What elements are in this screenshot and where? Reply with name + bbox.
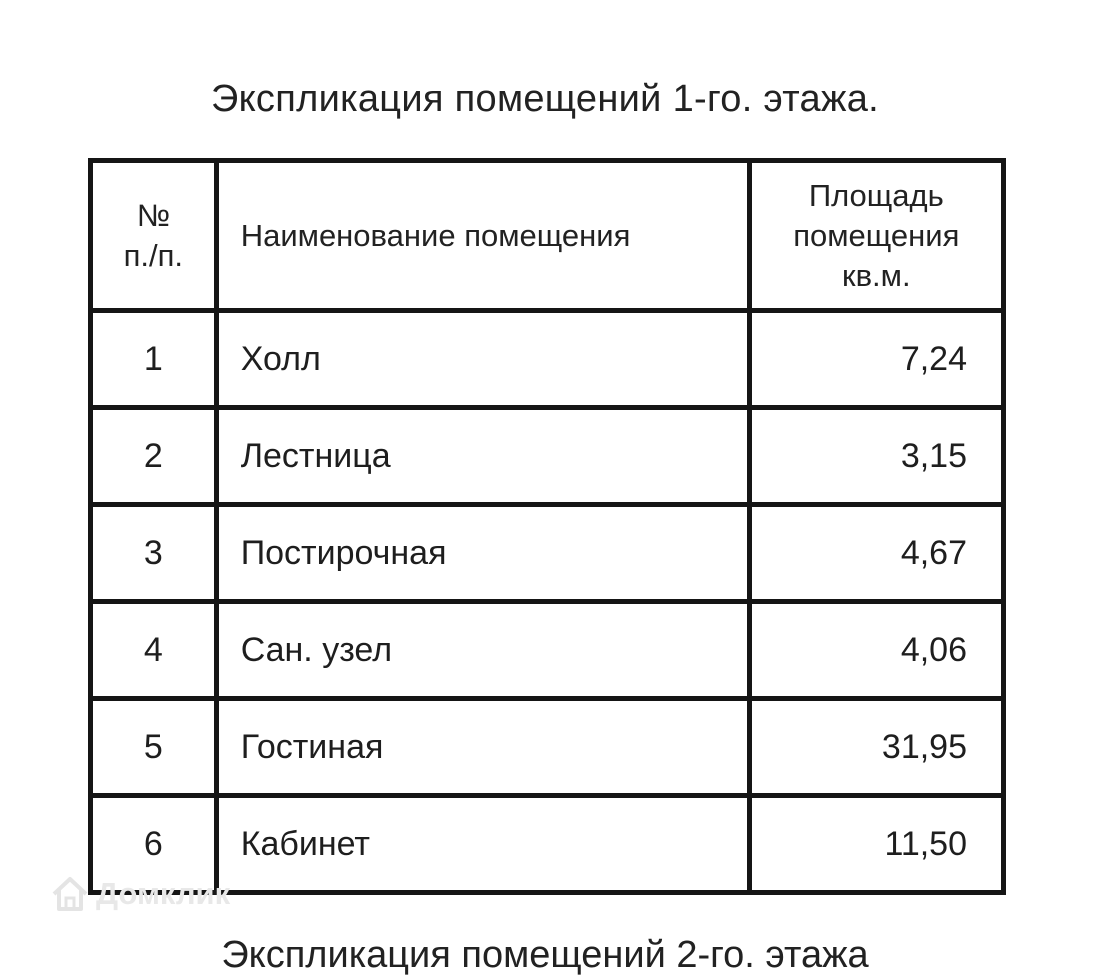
page-title: Экспликация помещений 1-го. этажа. xyxy=(210,78,880,120)
header-area-line2: помещения xyxy=(793,217,960,253)
row-number: 1 xyxy=(91,311,217,408)
header-room-name: Наименование помещения xyxy=(216,161,749,311)
table-row xyxy=(91,311,1004,408)
header-area xyxy=(749,161,1003,311)
row-number: 5 xyxy=(91,699,217,796)
header-area-line1: Площадь xyxy=(808,177,944,213)
next-floor-title: Экспликация помещений 2-го. этажа xyxy=(221,934,869,976)
table-row xyxy=(91,505,1004,602)
room-area: 4,67 xyxy=(749,505,1003,602)
header-number-line1: № xyxy=(136,197,170,233)
room-name: Холл xyxy=(216,311,749,408)
row-number: 6 xyxy=(91,796,217,893)
table-header-row xyxy=(91,161,1004,311)
room-name: Постирочная xyxy=(216,505,749,602)
table-row xyxy=(91,602,1004,699)
row-number: 2 xyxy=(91,408,217,505)
room-area: 3,15 xyxy=(749,408,1003,505)
watermark-logo-text: Домклик xyxy=(96,876,231,911)
room-area: 11,50 xyxy=(749,796,1003,893)
room-name: Гостиная xyxy=(216,699,749,796)
rooms-table xyxy=(88,158,1006,895)
room-area: 31,95 xyxy=(749,699,1003,796)
header-number xyxy=(91,161,217,311)
room-area: 4,06 xyxy=(749,602,1003,699)
table-row xyxy=(91,408,1004,505)
house-icon xyxy=(50,874,90,914)
room-name: Сан. узел xyxy=(216,602,749,699)
row-number: 3 xyxy=(91,505,217,602)
header-number-line2: п./п. xyxy=(123,237,184,273)
room-name: Кабинет xyxy=(216,796,749,893)
domclick-watermark-logo xyxy=(50,874,230,914)
header-area-line3: кв.м. xyxy=(842,257,911,293)
room-name: Лестница xyxy=(216,408,749,505)
row-number: 4 xyxy=(91,602,217,699)
room-area: 7,24 xyxy=(749,311,1003,408)
table-row xyxy=(91,699,1004,796)
